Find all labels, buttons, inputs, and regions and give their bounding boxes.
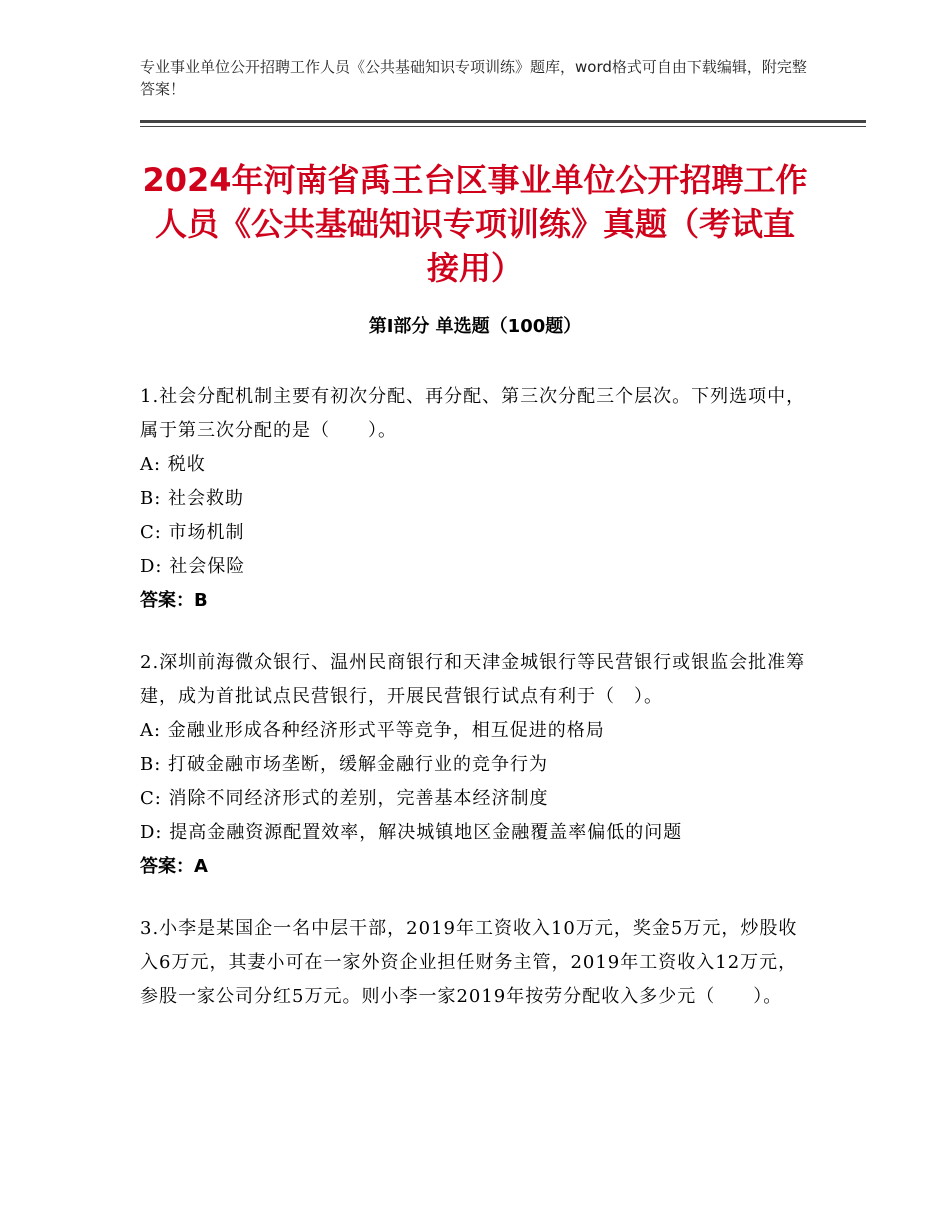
option-c: C: 市场机制 bbox=[140, 522, 245, 543]
option-d: D: 社会保险 bbox=[140, 556, 246, 577]
question-1 bbox=[140, 380, 810, 618]
option-a: A: 金融业形成各种经济形式平等竞争，相互促进的格局 bbox=[140, 720, 605, 741]
option-b: B: 打破金融市场垄断，缓解金融行业的竞争行为 bbox=[140, 754, 549, 775]
question-stem: 3.小李是某国企一名中层干部，2019年工资收入10万元，奖金5万元，炒股收入6万元，其妻小可在一家外资企业担任财务主管，2019年工资收入12万元，参股一家公司分红5万元。则小李一家2019年按劳分配收入多少元（ ）。 bbox=[140, 918, 798, 1007]
section-title: 第I部分 单选题（100题） bbox=[368, 316, 582, 337]
header-note: 专业事业单位公开招聘工作人员《公共基础知识专项训练》题库，word格式可自由下载编辑，附完整答案！ bbox=[140, 58, 807, 98]
header-divider-thin bbox=[140, 126, 866, 127]
answer-label: 答案：B bbox=[140, 590, 208, 611]
question-3 bbox=[140, 912, 810, 1014]
question-stem: 1.社会分配机制主要有初次分配、再分配、第三次分配三个层次。下列选项中，属于第三次分配的是（ ）。 bbox=[140, 386, 806, 441]
option-d: D: 提高金融资源配置效率，解决城镇地区金融覆盖率偏低的问题 bbox=[140, 822, 683, 843]
answer-label: 答案：A bbox=[140, 856, 208, 877]
option-a: A: 税收 bbox=[140, 454, 206, 475]
question-stem: 2.深圳前海微众银行、温州民商银行和天津金城银行等民营银行或银监会批准筹建，成为首批试点民营银行，开展民营银行试点有利于（ ）。 bbox=[140, 652, 806, 707]
header-divider bbox=[140, 120, 866, 123]
option-c: C: 消除不同经济形式的差别，完善基本经济制度 bbox=[140, 788, 549, 809]
option-b: B: 社会救助 bbox=[140, 488, 245, 509]
question-list bbox=[140, 380, 810, 1042]
document-title: 2024年河南省禹王台区事业单位公开招聘工作人员《公共基础知识专项训练》真题（考试直接用） bbox=[142, 161, 808, 287]
question-2 bbox=[140, 646, 810, 884]
